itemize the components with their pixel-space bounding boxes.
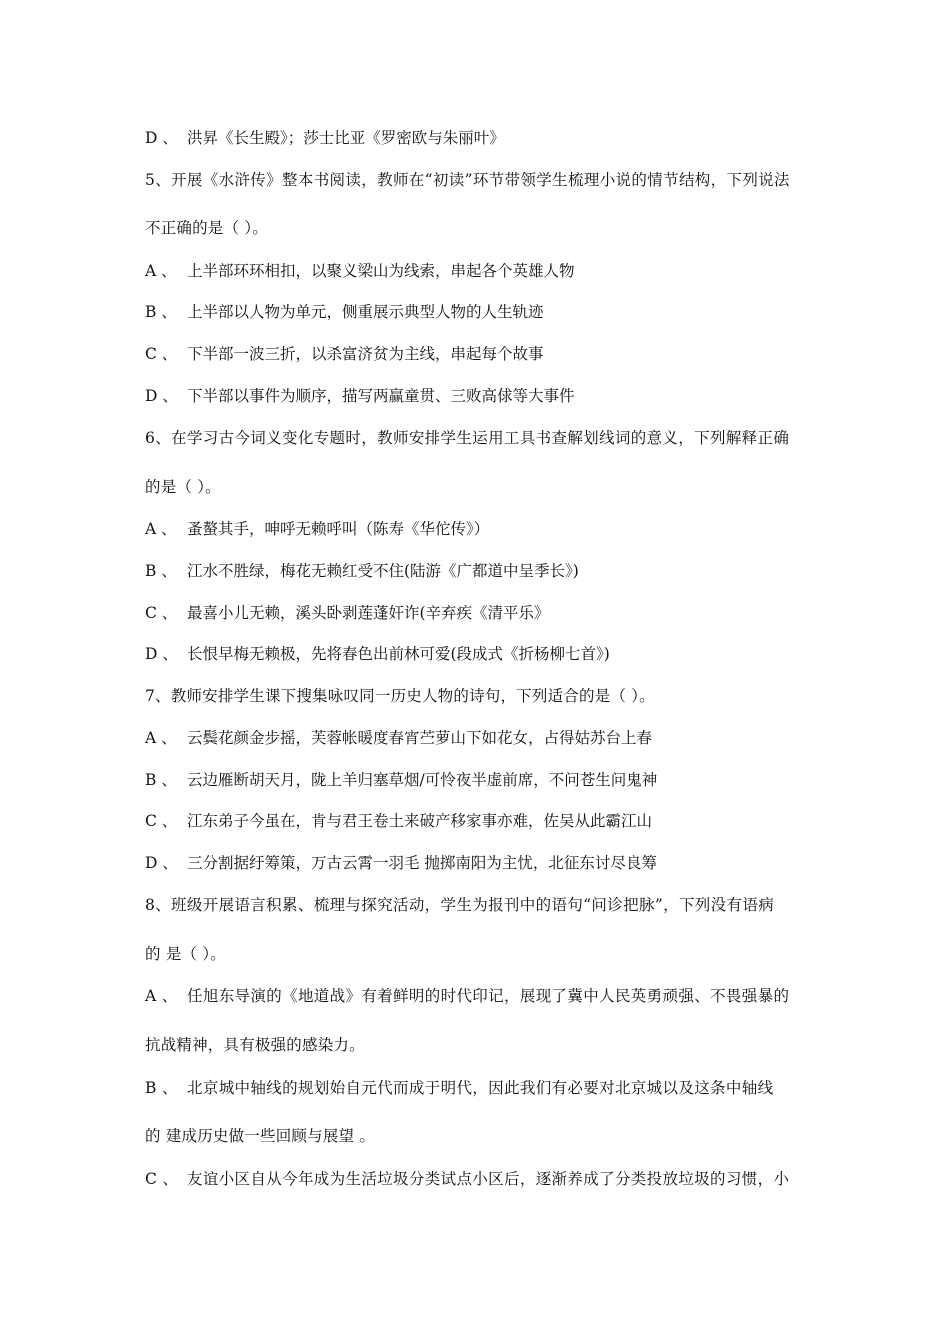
option-label: A 、 (145, 729, 177, 747)
question-line: 5、开展《水浒传》整本书阅读，教师在“初读”环节带领学生梳理小说的情节结构，下列说法 (145, 171, 790, 189)
option-line (145, 853, 815, 873)
option-label: C 、 (145, 1170, 179, 1188)
option-text: 蚤螯其手，呻呼无赖呼叫（陈寿《华佗传》） (187, 520, 490, 538)
option-text: 下半部以事件为顺序，描写两赢童贯、三败高俅等大事件 (187, 387, 575, 405)
option-text: 友谊小区自从今年成为生活垃圾分类试点小区后，逐渐养成了分类投放垃圾的习惯，小 (187, 1170, 790, 1188)
option-text: 上半部以人物为单元，侧重展示典型人物的人生轨迹 (187, 303, 544, 321)
option-label: C 、 (145, 604, 178, 622)
option-line (145, 128, 815, 148)
question-line: 的 建成历史做一些回顾与展望 。 (145, 1127, 376, 1145)
option-text: 长恨早梅无赖极，先将春色出前林可爱(段成式《折杨柳七首》) (187, 645, 610, 663)
option-label: A 、 (145, 520, 177, 538)
option-label: B 、 (145, 562, 177, 580)
option-label: A 、 (145, 987, 178, 1005)
option-label: A 、 (145, 262, 177, 280)
option-text: 最喜小儿无赖，溪头卧剥莲蓬奸诈(辛弃疾《清平乐》 (187, 604, 550, 622)
option-line (145, 811, 815, 831)
option-line (145, 770, 815, 790)
option-text: 云边雁断胡天月，陇上羊归塞草烟/可怜夜半虚前席，不问苍生问鬼神 (187, 771, 658, 789)
option-text: 江东弟子今虽在，肯与君王卷土来破产移家事亦难，佐吴从此霸江山 (187, 812, 653, 830)
option-line (145, 986, 815, 1006)
option-line (145, 644, 815, 664)
option-label: B 、 (145, 1079, 178, 1097)
question-line: 7、教师安排学生课下搜集咏叹同一历史人物的诗句，下列适合的是（ ）。 (145, 687, 655, 705)
option-line (145, 261, 815, 281)
option-text: 云鬓花颜金步摇，芙蓉帐暖度春宵苎萝山下如花女，占得姑苏台上春 (187, 729, 653, 747)
option-text: 上半部环环相扣，以聚义梁山为线索，串起各个英雄人物 (187, 262, 575, 280)
option-line (145, 344, 815, 364)
question-line: 不正确的是（ ）。 (145, 219, 268, 237)
option-text: 北京城中轴线的规划始自元代而成于明代，因此我们有必要对北京城以及这条中轴线 (187, 1079, 774, 1097)
option-label: D 、 (145, 129, 178, 147)
question-line: 8、班级开展语言积累、梳理与探究活动，学生为报刊中的语句“问诊把脉”，下列没有语病 (145, 896, 775, 914)
option-line (145, 386, 815, 406)
option-line (145, 728, 815, 748)
option-text: 下半部一波三折，以杀富济贫为主线，串起每个故事 (187, 345, 544, 363)
option-label: D 、 (145, 645, 178, 663)
option-line (145, 1169, 815, 1189)
option-text: 江水不胜绿，梅花无赖红受不住(陆游《广都道中呈季长》) (187, 562, 579, 580)
option-text: 任旭东导演的《地道战》有着鲜明的时代印记，展现了冀中人民英勇顽强、不畏强暴的 (187, 987, 790, 1005)
option-label: C 、 (145, 345, 178, 363)
question-line: 的是（ ）。 (145, 478, 221, 496)
option-label: D 、 (145, 387, 178, 405)
question-line: 6、在学习古今词义变化专题时，教师安排学生运用工具书查解划线词的意义，下列解释正确 (145, 429, 790, 447)
option-line (145, 561, 815, 581)
option-line (145, 302, 815, 322)
option-text: 洪昇《长生殿》；莎士比亚《罗密欧与朱丽叶》 (187, 129, 505, 147)
option-line (145, 603, 815, 623)
option-line (145, 519, 815, 539)
option-label: B 、 (145, 303, 177, 321)
option-label: C 、 (145, 812, 178, 830)
option-line (145, 1078, 815, 1098)
question-line: 抗战精神，具有极强的感染力。 (145, 1036, 365, 1054)
option-label: D 、 (145, 854, 178, 872)
option-label: B 、 (145, 771, 177, 789)
question-line: 的 是（ ）。 (145, 945, 227, 963)
option-text: 三分割据纡筹策，万古云霄一羽毛 抛掷南阳为主忧，北征东讨尽良筹 (187, 854, 657, 872)
